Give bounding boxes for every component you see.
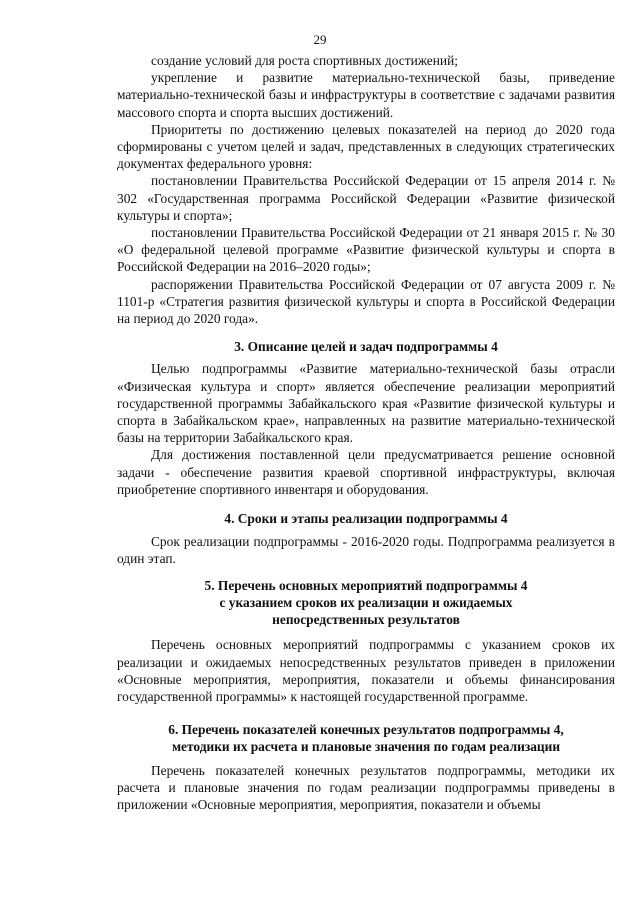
heading-line: непосредственных результатов: [272, 612, 460, 628]
heading-line: с указанием сроков их реализации и ожидаемых: [219, 594, 513, 610]
section-5-heading: [117, 577, 615, 629]
paragraph: постановлении Правительства Российской Федерации от 21 января 2015 г. № 30 «О федеральной целевой программе «Развитие физической культуры и спорта в Российской Федерации на 2016–2020 годы»;: [117, 225, 615, 275]
paragraph: создание условий для роста спортивных достижений;: [151, 53, 458, 68]
section-3-heading: 3. Описание целей и задач подпрограммы 4: [234, 339, 498, 355]
paragraph: распоряжении Правительства Российской Федерации от 07 августа 2009 г. № 1101-р «Стратегия развития физической культуры и спорта в Российской Федерации на период до 2020 года».: [117, 276, 615, 327]
section-6-heading: [117, 721, 615, 755]
paragraph: Для достижения поставленной цели предусматривается решение основной задачи - обеспечение развития краевой спортивной инфраструктуры, включая приобретение спортивного инвентаря и оборудования.: [117, 447, 615, 497]
heading-line: методики их расчета и плановые значения по годам реализации: [171, 739, 561, 755]
paragraph: Целью подпрограммы «Развитие материально-технической базы отрасли «Физическая культура и спорт» является обеспечение реализации мероприятий государственной программы Забайкальского края «Развитие физической культуры и спорта в Забайкальском крае», направленных на развитие материально-технической базы на территории Забайкальского края.: [117, 361, 615, 446]
page-content: [117, 52, 615, 813]
paragraph: Срок реализации подпрограммы - 2016-2020 годы. Подпрограмма реализуется в один этап.: [117, 534, 615, 567]
heading-line: 5. Перечень основных мероприятий подпрограммы 4: [204, 577, 528, 593]
heading-line: 6. Перечень показателей конечных результатов подпрограммы 4,: [168, 722, 564, 738]
paragraph: укрепление и развитие материально-технической базы, приведение материально-технической базы и инфраструктуры в соответствие с задачами развития массового спорта и спорта высших достижений.: [117, 70, 615, 120]
page-number: 29: [313, 32, 327, 47]
paragraph: постановлении Правительства Российской Федерации от 15 апреля 2014 г. № 302 «Государственная программа Российской Федерации «Развитие физической культуры и спорта»;: [117, 173, 615, 223]
section-4-heading: 4. Сроки и этапы реализации подпрограммы 4: [224, 511, 508, 527]
paragraph: Перечень основных мероприятий подпрограммы с указанием сроков их реализации и ожидаемых непосредственных результатов приведен в приложении «Основные мероприятия, мероприятия, показатели и объемы финансирования государственной программы» к настоящей государственной программе.: [117, 637, 615, 704]
paragraph: Приоритеты по достижению целевых показателей на период до 2020 года сформированы с учетом целей и задач, представленных в следующих стратегических документах федерального уровня:: [117, 121, 615, 172]
paragraph: Перечень показателей конечных результатов подпрограммы, методики их расчета и плановые значения по годам реализации подпрограммы приведены в приложении «Основные мероприятия, мероприятия, показатели и объемы: [117, 762, 615, 812]
